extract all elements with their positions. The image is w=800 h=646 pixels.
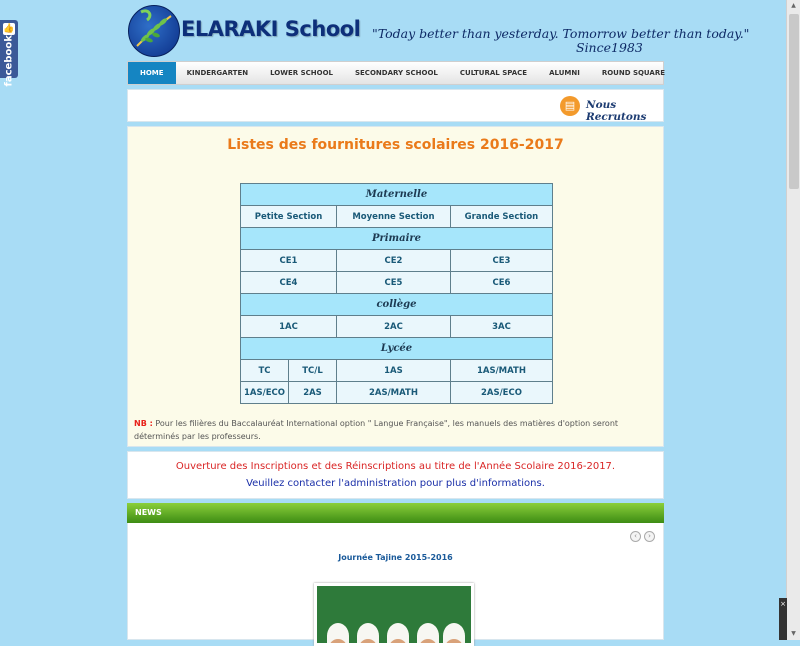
- since-year: Since1983: [576, 40, 643, 55]
- recruit-link[interactable]: Nous Recrutons: [586, 99, 647, 123]
- table-cell-link[interactable]: 1AS: [337, 360, 451, 382]
- table-cell-link[interactable]: CE4: [241, 272, 337, 294]
- table-cell-link[interactable]: CE3: [450, 250, 552, 272]
- school-motto: "Today better than yesterday. Tomorrow better than today.": [372, 26, 750, 41]
- table-cell-link[interactable]: 1AS/MATH: [450, 360, 552, 382]
- brand-name[interactable]: ELARAKI School: [181, 17, 361, 41]
- scroll-thumb[interactable]: [789, 14, 799, 189]
- recruit-panel: [127, 89, 664, 122]
- nb-label: NB :: [134, 419, 153, 428]
- nav-cultural-space[interactable]: CULTURAL SPACE: [459, 69, 528, 77]
- news-carousel-controls: [630, 531, 655, 542]
- table-cell-link[interactable]: 2AS/MATH: [337, 382, 451, 404]
- supplies-panel: [127, 126, 664, 447]
- nav-home[interactable]: HOME: [128, 62, 176, 84]
- maternelle-heading: Maternelle: [241, 184, 553, 206]
- college-heading: collège: [241, 294, 553, 316]
- prev-arrow-icon[interactable]: ‹: [630, 531, 641, 542]
- main-nav: [127, 61, 664, 85]
- table-cell-link[interactable]: CE2: [337, 250, 451, 272]
- table-cell-link[interactable]: CE6: [450, 272, 552, 294]
- table-cell-link[interactable]: CE5: [337, 272, 451, 294]
- table-cell-link[interactable]: 2AS/ECO: [450, 382, 552, 404]
- supplies-title: Listes des fournitures scolaires 2016-2017: [227, 137, 564, 153]
- news-header: NEWS: [127, 503, 664, 523]
- table-cell-link[interactable]: 3AC: [450, 316, 552, 338]
- page-scrollbar[interactable]: [786, 0, 800, 640]
- nb-text: Pour les filières du Baccalauréat International option " Langue Française", les manuels des matières d'option seront déterminés par les professeurs.: [134, 419, 619, 441]
- news-item-title[interactable]: Journée Tajine 2015-2016: [338, 553, 453, 562]
- table-cell-link[interactable]: TC/L: [289, 360, 337, 382]
- table-cell-link[interactable]: Grande Section: [450, 206, 552, 228]
- table-cell-link[interactable]: 1AC: [241, 316, 337, 338]
- table-cell-link[interactable]: Moyenne Section: [337, 206, 451, 228]
- news-panel: [127, 523, 664, 640]
- nav-round-square[interactable]: ROUND SQUARE: [601, 69, 665, 77]
- table-cell-link[interactable]: Petite Section: [241, 206, 337, 228]
- nav-secondary-school[interactable]: SECONDARY SCHOOL: [354, 69, 438, 77]
- table-cell-link[interactable]: 2AC: [337, 316, 451, 338]
- nav-lower-school[interactable]: LOWER SCHOOL: [270, 69, 333, 77]
- nb-note: [134, 417, 654, 443]
- document-icon[interactable]: ▤: [560, 96, 580, 116]
- scroll-down-icon[interactable]: ▼: [791, 630, 796, 637]
- table-cell-link[interactable]: 1AS/ECO: [241, 382, 289, 404]
- thumbs-up-icon: 👍: [3, 24, 15, 34]
- close-icon[interactable]: ×: [780, 600, 786, 608]
- facebook-side-tab[interactable]: [0, 20, 18, 87]
- next-arrow-icon[interactable]: ›: [644, 531, 655, 542]
- inscriptions-announcement: Ouverture des Inscriptions et des Réinscriptions au titre de l'Année Scolaire 2016-2017.: [175, 461, 616, 472]
- school-logo[interactable]: [128, 5, 180, 57]
- close-widget[interactable]: [779, 598, 787, 640]
- facebook-label: facebook: [3, 35, 15, 87]
- inscriptions-panel: [127, 451, 664, 499]
- table-cell-link[interactable]: 2AS: [289, 382, 337, 404]
- news-photo[interactable]: [314, 583, 474, 646]
- supplies-table: [240, 183, 553, 404]
- olive-branch-icon: [129, 6, 179, 56]
- scroll-up-icon[interactable]: ▲: [791, 2, 796, 9]
- contact-administration: Veuillez contacter l'administration pour plus d'informations.: [246, 478, 545, 489]
- nav-kindergarten[interactable]: KINDERGARTEN: [186, 69, 249, 77]
- lycee-heading: Lycée: [241, 338, 553, 360]
- table-cell-link[interactable]: TC: [241, 360, 289, 382]
- nav-alumni[interactable]: ALUMNI: [549, 69, 580, 77]
- primaire-heading: Primaire: [241, 228, 553, 250]
- table-cell-link[interactable]: CE1: [241, 250, 337, 272]
